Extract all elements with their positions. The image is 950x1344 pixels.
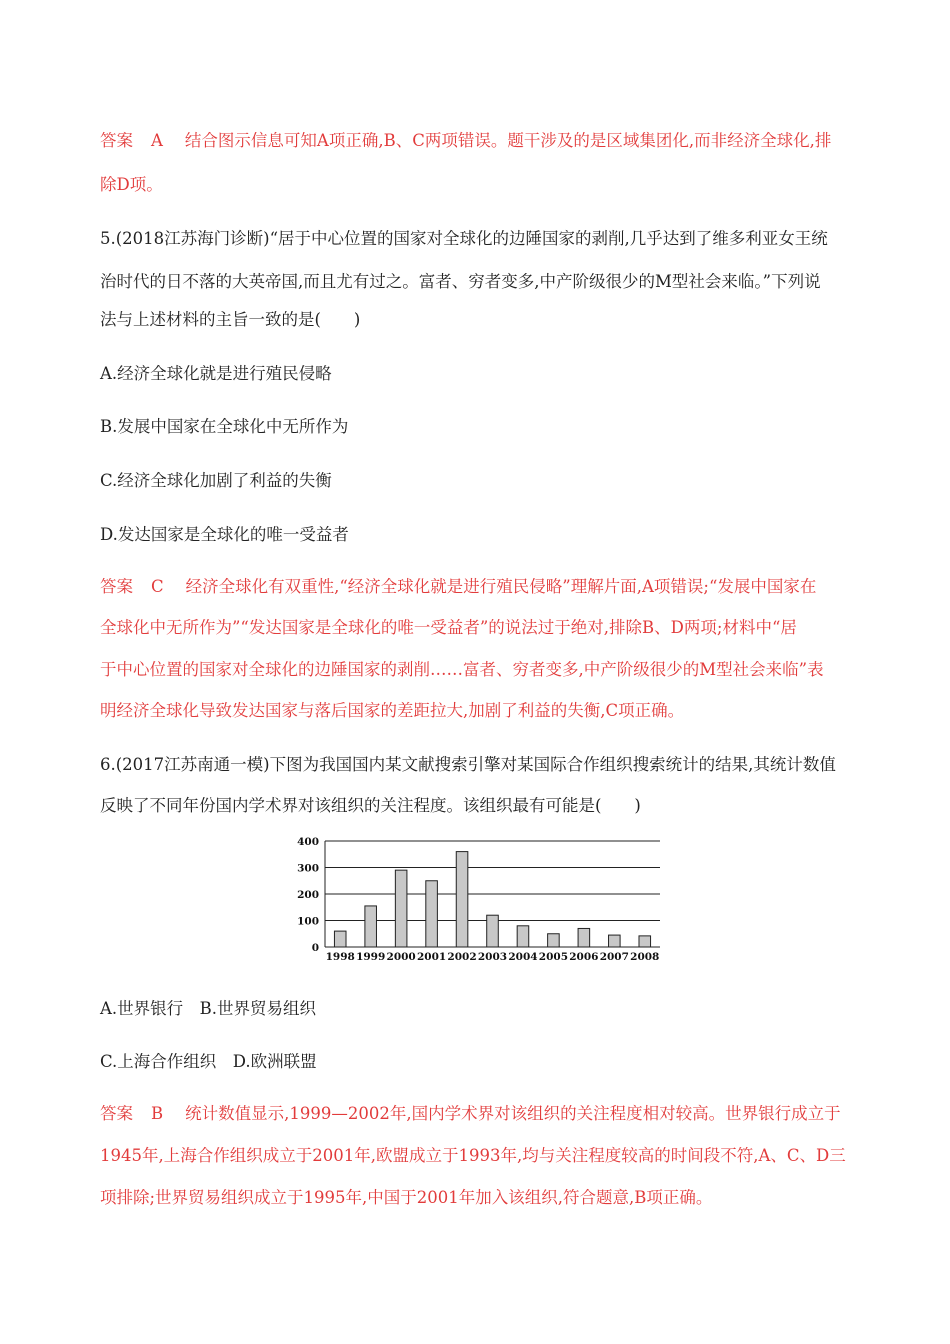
question6-options-row1: A.世界银行 B.世界贸易组织 (100, 999, 317, 1018)
bar (609, 935, 621, 947)
x-tick-label: 2002 (447, 951, 477, 963)
answer-letter: B (151, 1104, 164, 1123)
answer6-line2: 1945年,上海合作组织成立于2001年,欧盟成立于1993年,均与关注程度较高的时间段不符,A、C、D三 (100, 1146, 846, 1165)
question6-options-row2: C.上海合作组织 D.欧洲联盟 (100, 1052, 317, 1071)
x-tick-label: 1999 (356, 951, 386, 963)
answer6-line3: 项排除;世界贸易组织成立于1995年,中国于2001年加入该组织,符合题意,B项正确。 (100, 1188, 713, 1207)
y-tick-label: 100 (297, 915, 319, 928)
answer-text: 经济全球化有双重性,“经济全球化就是进行殖民侵略”理解片面,A项错误;“发展中国家在 (185, 577, 817, 596)
question6-line2: 反映了不同年份国内学术界对该组织的关注程度。该组织最有可能是( ) (100, 796, 641, 815)
y-tick-label: 200 (297, 889, 319, 901)
bar (548, 934, 560, 947)
x-tick-label: 2004 (508, 951, 538, 963)
bar-chart-svg (292, 832, 664, 964)
bar (578, 928, 590, 947)
bar (517, 926, 529, 947)
answer-tag: 答案 (100, 1104, 133, 1123)
x-tick-label: 2008 (630, 951, 660, 963)
x-tick-label: 2001 (416, 951, 447, 963)
question5-option-a: A.经济全球化就是进行殖民侵略 (100, 364, 332, 383)
answer5-line2: 全球化中无所作为”“发达国家是全球化的唯一受益者”的说法过于绝对,排除B、D两项;材料中“居 (100, 618, 797, 637)
question5-option-c: C.经济全球化加剧了利益的失衡 (100, 471, 332, 490)
y-tick-label: 400 (297, 836, 319, 848)
bar (426, 881, 438, 947)
answer-text: 统计数值显示,1999—2002年,国内学术界对该组织的关注程度相对较高。世界银行成立于 (185, 1104, 841, 1123)
question5-option-b: B.发展中国家在全球化中无所作为 (100, 417, 349, 436)
answer-letter: C (151, 577, 164, 596)
x-tick-label: 2007 (599, 951, 629, 963)
answer-letter: A (151, 131, 163, 150)
bar (395, 870, 407, 947)
bar (365, 906, 377, 947)
question5-option-d: D.发达国家是全球化的唯一受益者 (100, 525, 349, 544)
question6-line1: 6.(2017江苏南通一模)下图为我国国内某文献搜索引擎对某国际合作组织搜索统计的结果,其统计数值 (100, 755, 836, 774)
answer-text: 结合图示信息可知A项正确,B、C两项错误。题干涉及的是区域集团化,而非经济全球化,排 (184, 131, 832, 150)
x-tick-label: 2005 (538, 951, 569, 963)
answer5-line4: 明经济全球化导致发达国家与落后国家的差距拉大,加剧了利益的失衡,C项正确。 (100, 701, 685, 720)
x-tick-label: 2006 (569, 951, 599, 963)
answer-tag: 答案 (100, 131, 133, 150)
answer-tag: 答案 (100, 577, 133, 596)
answer4-line2: 除D项。 (100, 175, 163, 194)
answer4-line1 (100, 127, 860, 151)
answer5-line1 (100, 573, 860, 597)
answer5-line3: 于中心位置的国家对全球化的边陲国家的剥削……富者、穷者变多,中产阶级很少的M型社会来临”表 (100, 660, 824, 679)
y-tick-label: 0 (311, 942, 319, 954)
answer6-line1 (100, 1100, 860, 1124)
bar (334, 931, 346, 947)
bar (487, 915, 499, 947)
question5-line3: 法与上述材料的主旨一致的是( ) (100, 310, 361, 329)
y-tick-label: 300 (297, 862, 319, 875)
x-tick-label: 2000 (386, 951, 416, 963)
question5-line2: 治时代的日不落的大英帝国,而且尤有过之。富者、穷者变多,中产阶级很少的M型社会来临。”下列说 (100, 272, 821, 291)
x-tick-label: 1998 (325, 951, 355, 963)
bar (456, 852, 468, 947)
bar-chart (292, 832, 664, 964)
x-tick-label: 2003 (477, 951, 508, 963)
bar (639, 936, 651, 947)
question5-line1: 5.(2018江苏海门诊断)“居于中心位置的国家对全球化的边陲国家的剥削,几乎达到了维多利亚女王统 (100, 229, 828, 248)
